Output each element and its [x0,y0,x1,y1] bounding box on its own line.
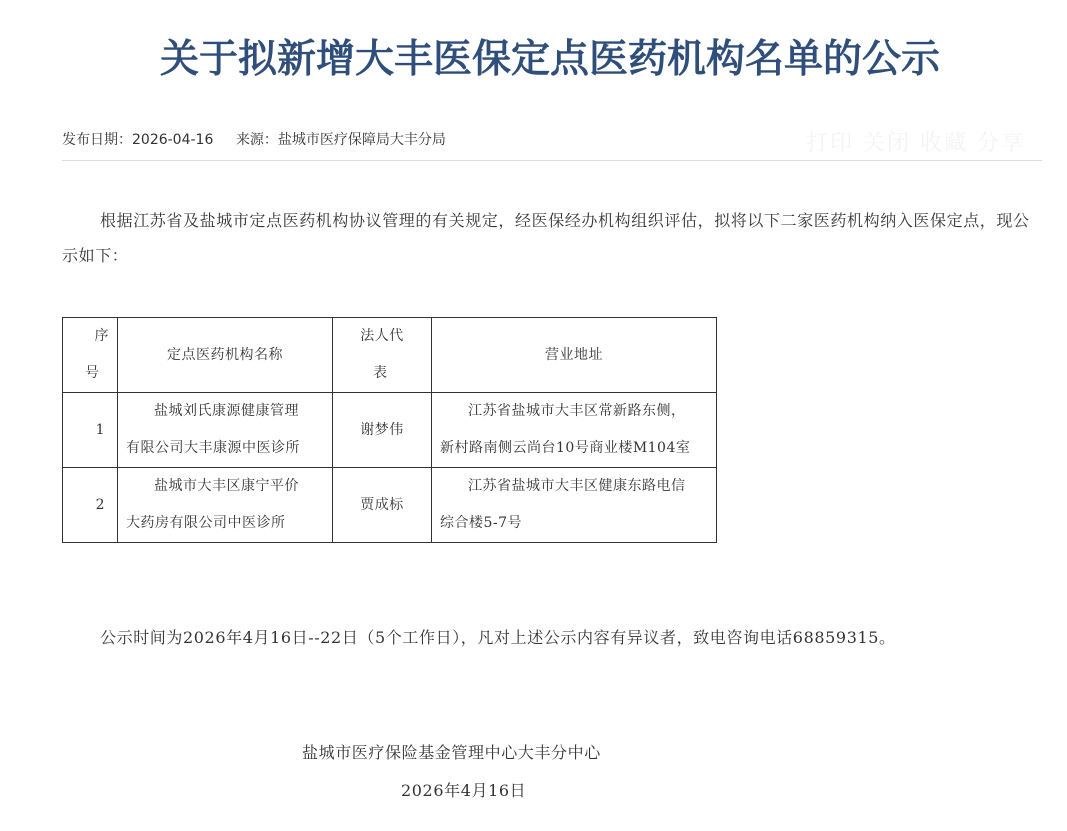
table-header-row [63,318,717,393]
row-address-line1: 江苏省盐城市大丰区常新路东侧， [468,403,686,419]
row-name-line1: 盐城市大丰区康宁平价 [154,478,299,494]
article-tools[interactable]: 打印 关闭 收藏 分享 [806,131,1025,156]
table-row [63,393,717,468]
article-source [236,132,446,148]
row-address [432,393,717,468]
row-name-line2: 有限公司大丰康源中医诊所 [126,440,300,456]
row-no: 1 [63,393,118,468]
row-no: 2 [63,468,118,543]
row-name [118,468,333,543]
header-name: 定点医药机构名称 [118,318,333,393]
row-name-line1: 盐城刘氏康源健康管理 [154,403,299,419]
header-rep-line1: 法人代 [360,328,404,344]
article-meta [62,129,464,149]
meta-divider [62,160,1042,161]
header-address: 营业地址 [432,318,717,393]
header-no-line1: 序 [94,328,109,344]
source-label: 来源： [235,132,278,148]
row-rep: 谢梦伟 [333,393,432,468]
row-name-line2: 大药房有限公司中医诊所 [126,515,286,531]
article-title: 关于拟新增大丰医保定点医药机构名单的公示 [159,37,940,82]
header-rep-line2: 表 [373,365,388,381]
institution-table [62,317,717,543]
source-value: 盐城市医疗保障局大丰分局 [277,132,446,148]
signature-date: 2026年4月16日 [401,781,527,800]
row-rep: 贾成标 [333,468,432,543]
header-rep [333,318,432,393]
publish-date [62,132,213,148]
header-no [63,318,118,393]
notice-paragraph: 公示时间为2026年4月16日--22日（5个工作日），凡对上述公示内容有异议者，致电咨询电话68859315。 [100,628,896,647]
header-no-line2: 号 [85,365,100,381]
row-address [432,468,717,543]
table-row [63,468,717,543]
publish-date-label: 发布日期： [62,132,132,148]
signature-organization: 盐城市医疗保险基金管理中心大丰分中心 [302,743,601,762]
row-address-line2: 新村路南侧云尚台10号商业楼M104室 [440,440,691,456]
publish-date-value: 2026-04-16 [132,132,214,148]
intro-paragraph: 根据江苏省及盐城市定点医药机构协议管理的有关规定，经医保经办机构组织评估，拟将以下二家医药机构纳入医保定点，现公示如下： [62,211,1030,265]
row-address-line2: 综合楼5-7号 [440,515,523,531]
row-address-line1: 江苏省盐城市大丰区健康东路电信 [468,478,686,494]
row-name [118,393,333,468]
